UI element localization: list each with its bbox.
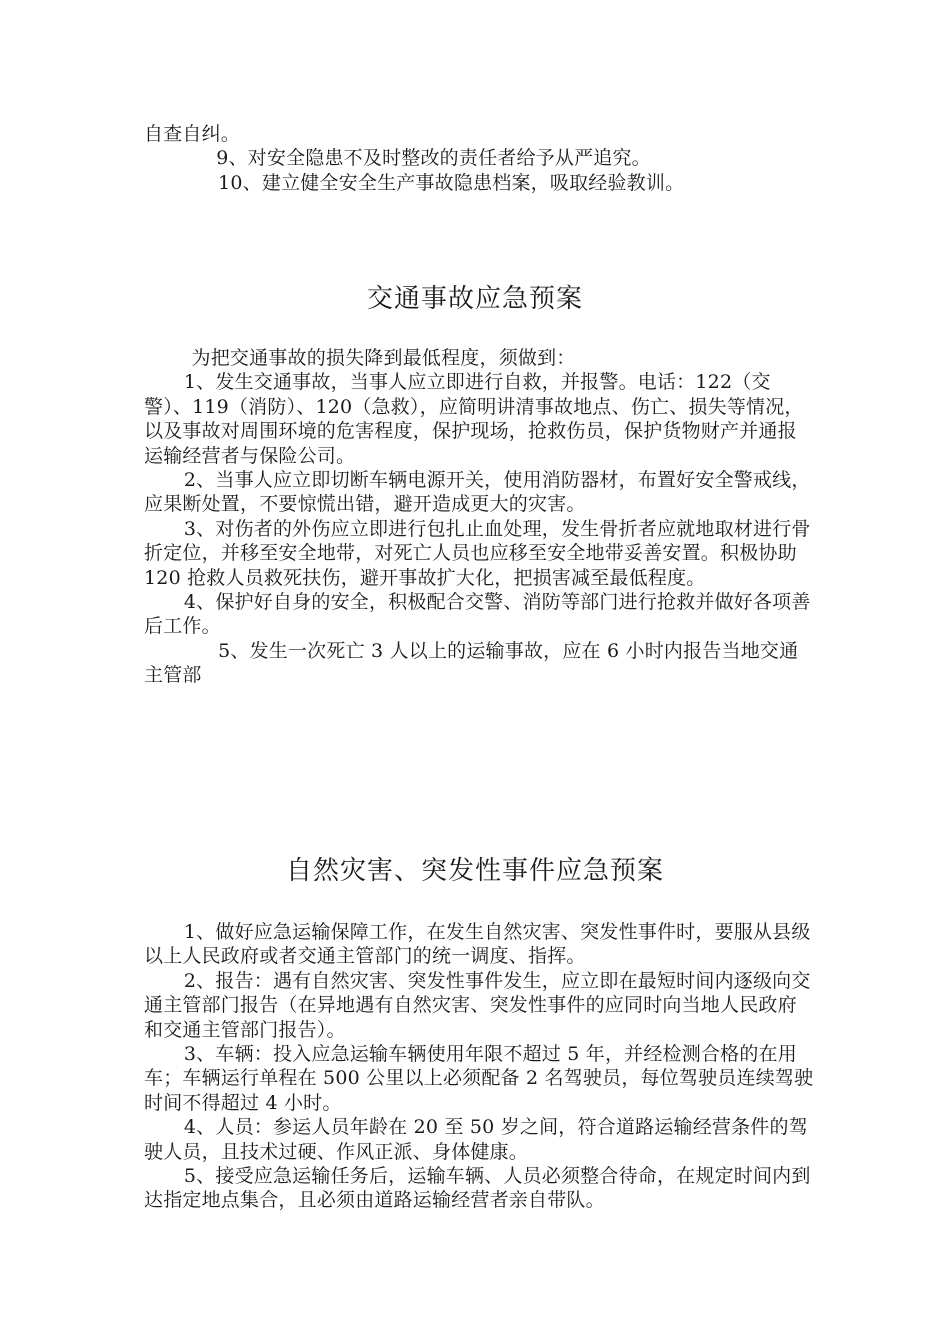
- disaster-plan-title: 自然灾害、突发性事件应急预案: [285, 856, 664, 886]
- traffic-item-3: 3、对伤者的外伤应立即进行包扎止血处理，发生骨折者应就地取材进行骨折定位，并移至安全地带，对死亡人员也应移至安全地带妥善安置。积极协助 120 抢救人员救死扶伤，避开事故扩大化，把损害减至最低程度。: [144, 517, 811, 589]
- traffic-item-1: 1、发生交通事故，当事人应立即进行自救，并报警。电话：122（交警）、119（消防）、120（急救），应简明讲清事故地点、伤亡、损失等情况，以及事故对周围环境的危害程度，保护现场，抢救伤员，保护货物财产并通报运输经营者与保险公司。: [144, 371, 804, 467]
- disaster-item-4: 4、人员：参运人员年龄在 20 至 50 岁之间，符合道路运输经营条件的驾驶人员，且技术过硬、作风正派、身体健康。: [144, 1116, 808, 1163]
- traffic-plan-title: 交通事故应急预案: [366, 284, 583, 314]
- top-section: [144, 122, 814, 195]
- disaster-item-2: 2、报告：遇有自然灾害、突发性事件发生，应立即在最短时间内逐级向交通主管部门报告（在异地遇有自然灾害、突发性事件的应同时向当地人民政府和交通主管部门报告）。: [144, 969, 811, 1041]
- traffic-item-4: 4、保护好自身的安全，积极配合交警、消防等部门进行抢救并做好各项善后工作。: [144, 591, 811, 638]
- continuation-text: 自查自纠。: [144, 123, 241, 145]
- item-9: 9、对安全隐患不及时整改的责任者给予从严追究。: [216, 147, 651, 170]
- item-10: 10、建立健全安全生产事故隐患档案，吸取经验教训。: [218, 171, 685, 194]
- disaster-item-5: 5、接受应急运输任务后，运输车辆、人员必须整合待命，在规定时间内到达指定地点集合，且必须由道路运输经营者亲自带队。: [144, 1165, 811, 1212]
- disaster-item-1: 1、做好应急运输保障工作，在发生自然灾害、突发性事件时，要服从县级以上人民政府或者交通主管部门的统一调度、指挥。: [144, 921, 811, 968]
- traffic-item-2: 2、当事人应立即切断车辆电源开关，使用消防器材，布置好安全警戒线，应果断处置，不要惊慌出错，避开造成更大的灾害。: [144, 469, 811, 516]
- traffic-intro: 为把交通事故的损失降到最低程度，须做到：: [191, 347, 576, 369]
- disaster-item-3: 3、车辆：投入应急运输车辆使用年限不超过 5 年，并经检测合格的在用车；车辆运行单程在 500 公里以上必须配备 2 名驾驶员，每位驾驶员连续驾驶时间不得超过 4 小时。: [144, 1043, 814, 1114]
- traffic-plan-body: [144, 346, 814, 688]
- traffic-item-5: 5、发生一次死亡 3 人以上的运输事故，应在 6 小时内报告当地交通主管部: [144, 639, 799, 687]
- disaster-plan-body: [144, 920, 814, 1213]
